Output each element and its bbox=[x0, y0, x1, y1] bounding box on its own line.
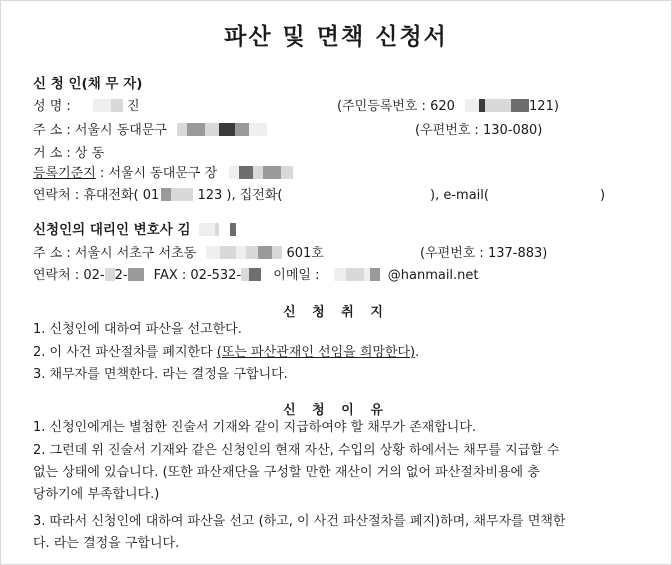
redaction-block bbox=[272, 246, 282, 259]
redaction-block bbox=[177, 123, 187, 136]
redaction-block bbox=[241, 268, 249, 281]
debtor-heading: 신 청 인(채 무 자) bbox=[33, 76, 143, 92]
redaction-block bbox=[229, 166, 239, 179]
redaction-block bbox=[220, 246, 236, 259]
purpose-item: 1. 신청인에 대하여 파산을 선고한다. bbox=[33, 322, 242, 337]
redaction-block bbox=[111, 99, 123, 112]
document-title: 파산 및 면책 신청서 bbox=[224, 24, 448, 50]
purpose-item: 2. 이 사건 파산절차를 폐지한다 (또는 파산관재인 선임을 희망한다). bbox=[33, 345, 420, 360]
name-label: 성 명 : bbox=[33, 99, 71, 114]
redaction-block bbox=[93, 99, 111, 112]
reason-line: 2. 그런데 위 진술서 기재와 같은 신청인의 현재 자산, 수입의 상황 하에서는 채무를 지급할 수 bbox=[33, 443, 560, 458]
redaction-block bbox=[249, 268, 261, 281]
name-row bbox=[33, 99, 140, 115]
redaction-block bbox=[236, 246, 246, 259]
residence-row: 거 소 : 상 동 bbox=[33, 146, 105, 161]
redaction-block bbox=[246, 246, 258, 259]
resident-number: (주민등록번호 : 620 121) bbox=[337, 99, 559, 114]
redaction-block bbox=[263, 166, 281, 179]
agent-contact-row: 연락처 : 02- 2- FAX : 02-532- 이메일 : @hanmail.net bbox=[33, 268, 479, 283]
redaction-block bbox=[230, 223, 236, 236]
redaction-block bbox=[370, 268, 380, 281]
address-label: 주 소 : bbox=[33, 123, 71, 138]
name-value: 진 bbox=[127, 99, 140, 114]
redaction-block bbox=[334, 268, 346, 281]
contact-row: 연락처 : 휴대전화( 01 123 ), 집전화( bbox=[33, 188, 283, 203]
purpose-option-underlined: (또는 파산관재인 선임을 희망한다) bbox=[216, 345, 416, 360]
redaction-block bbox=[171, 188, 193, 201]
redaction-block bbox=[199, 223, 215, 236]
redaction-block bbox=[239, 166, 253, 179]
redaction-block bbox=[281, 166, 293, 179]
redaction-block bbox=[206, 246, 220, 259]
email-field: ), e-mail( bbox=[430, 188, 489, 203]
agent-heading: 신청인의 대리인 변호사 김 bbox=[33, 222, 236, 238]
redaction-block bbox=[253, 166, 263, 179]
reason-line: 당하기에 부족합니다.) bbox=[33, 487, 160, 502]
redaction-block bbox=[105, 268, 115, 281]
redaction-block bbox=[249, 123, 267, 136]
registered-label: 등록기준지 bbox=[33, 166, 96, 181]
purpose-heading: 신 청 취 지 bbox=[283, 305, 389, 320]
reason-heading: 신 청 이 유 bbox=[283, 403, 389, 418]
reason-line: 1. 신청인에게는 별첨한 진술서 기재와 같이 지급하여야 할 채무가 존재합니다. bbox=[33, 420, 477, 435]
registered-domicile-row: 등록기준지 : 서울시 동대문구 장 bbox=[33, 166, 293, 182]
address-value: 서울시 동대문구 bbox=[74, 123, 167, 138]
reason-line: 다. 라는 결정을 구합니다. bbox=[33, 536, 180, 551]
reason-line: 3. 따라서 신청인에 대하여 파산을 선고 (하고, 이 사건 파산절차를 폐지)하며, 채무자를 면책한 bbox=[33, 514, 566, 529]
redaction-block bbox=[235, 123, 249, 136]
agent-address-row: 주 소 : 서울시 서초구 서초동 601호 bbox=[33, 246, 324, 261]
redaction-block bbox=[205, 123, 219, 136]
reason-line: 없는 상태에 있습니다. (또한 파산재단을 구성할 만한 재산이 거의 없어 파산절차비용에 충 bbox=[33, 465, 540, 480]
redaction-block bbox=[346, 268, 364, 281]
redaction-block bbox=[219, 123, 235, 136]
redaction-block bbox=[511, 99, 529, 112]
redaction-block bbox=[128, 268, 144, 281]
postal-code: (우편번호 : 130-080) bbox=[415, 123, 543, 138]
address-row bbox=[33, 123, 267, 139]
agent-postal-code: (우편번호 : 137-883) bbox=[420, 246, 548, 261]
redaction-block bbox=[187, 123, 205, 136]
redaction-block bbox=[215, 223, 219, 236]
purpose-item: 3. 채무자를 면책한다. 라는 결정을 구합니다. bbox=[33, 367, 288, 382]
redaction-block bbox=[465, 99, 479, 112]
redaction-block bbox=[161, 188, 171, 201]
email-close: ) bbox=[600, 188, 606, 203]
redaction-block bbox=[258, 246, 272, 259]
redaction-block bbox=[485, 99, 511, 112]
